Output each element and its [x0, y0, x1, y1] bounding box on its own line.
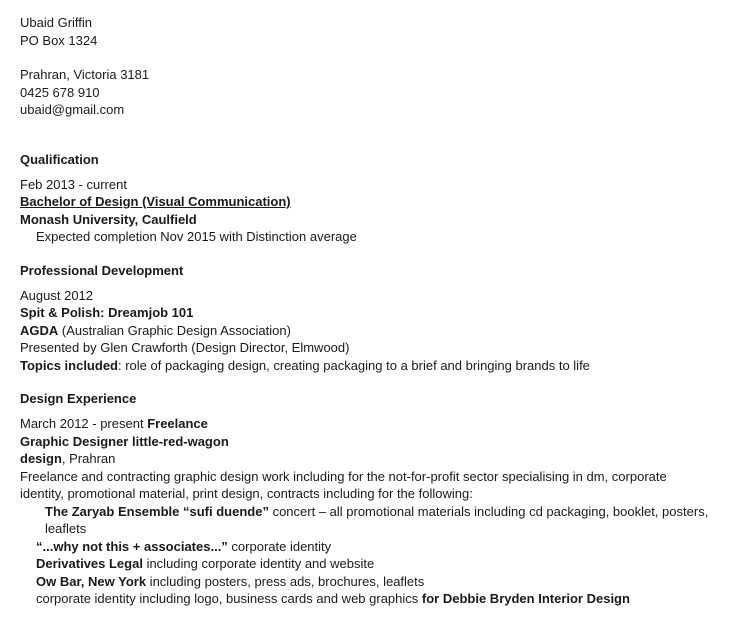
contact-block: [20, 14, 732, 119]
professional-org: [20, 322, 732, 340]
topics-text: : role of packaging design, creating packaging to a brief and bringing brands to life: [118, 357, 590, 373]
experience-item: [20, 590, 732, 608]
experience-item: [20, 503, 732, 521]
company-location: , Prahran: [61, 451, 116, 466]
experience-item: [20, 555, 732, 573]
item-description: corporate identity including logo, business cards and web graphics: [36, 591, 422, 606]
experience-item: [20, 573, 732, 591]
experience-date-range: March 2012 - present: [20, 416, 148, 431]
experience-item-continued: leaflets: [45, 521, 87, 536]
resume-document: [20, 14, 732, 608]
qualification-heading: Qualification: [20, 151, 99, 167]
experience-heading: Design Experience: [20, 391, 137, 406]
item-description: including posters, press ads, brochures, leaflets: [146, 573, 425, 589]
qualification-degree: Bachelor of Design (Visual Communication): [20, 194, 291, 209]
item-client: for Debbie Bryden Interior Design: [421, 591, 630, 606]
professional-topics: [20, 357, 732, 375]
experience-summary-line2: identity, promotional material, print design, contracts including for the following:: [20, 486, 473, 501]
experience-item: [20, 538, 732, 556]
contact-phone: 0425 678 910: [20, 84, 100, 100]
design-experience-section: [20, 390, 732, 608]
qualification-dates: Feb 2013 - current: [20, 176, 127, 192]
experience-summary-line1: Freelance and contracting graphic design work including for the not-for-profit sector specialising in dm, corporate: [20, 468, 667, 484]
item-description: concert – all promotional materials including cd packaging, booklet, posters,: [268, 503, 709, 519]
qualification-note: Expected completion Nov 2015 with Distinction average: [36, 229, 357, 244]
experience-role: Graphic Designer little-red-wagon: [20, 433, 229, 449]
org-fullname: (Australian Graphic Design Association): [58, 322, 291, 338]
professional-date: August 2012: [20, 287, 94, 303]
item-client: Ow Bar, New York: [36, 573, 147, 589]
experience-company: [20, 450, 732, 468]
qualification-institution: Monash University, Caulfield: [20, 211, 197, 227]
item-description: including corporate identity and website: [142, 556, 375, 571]
professional-development-section: [20, 262, 732, 375]
professional-presenter: Presented by Glen Crawforth (Design Director, Elmwood): [20, 340, 350, 355]
experience-type: Freelance: [147, 416, 208, 431]
professional-heading: Professional Development: [20, 262, 184, 278]
professional-event: Spit & Polish: Dreamjob 101: [20, 305, 194, 320]
item-description: corporate identity: [227, 538, 332, 554]
company-name-end: design: [20, 451, 62, 466]
contact-name: Ubaid Griffin: [20, 15, 93, 30]
org-acronym: AGDA: [20, 322, 59, 338]
contact-address-line2: Prahran, Victoria 3181: [20, 67, 150, 82]
experience-dates: [20, 415, 732, 433]
item-client: Derivatives Legal: [36, 556, 143, 571]
contact-address-line1: PO Box 1324: [20, 32, 98, 48]
topics-label: Topics included: [20, 357, 118, 373]
qualification-section: [20, 151, 732, 246]
item-client: The Zaryab Ensemble “sufi duende”: [45, 503, 269, 519]
item-client: “...why not this + associates...”: [36, 538, 228, 554]
contact-email: ubaid@gmail.com: [20, 102, 125, 117]
